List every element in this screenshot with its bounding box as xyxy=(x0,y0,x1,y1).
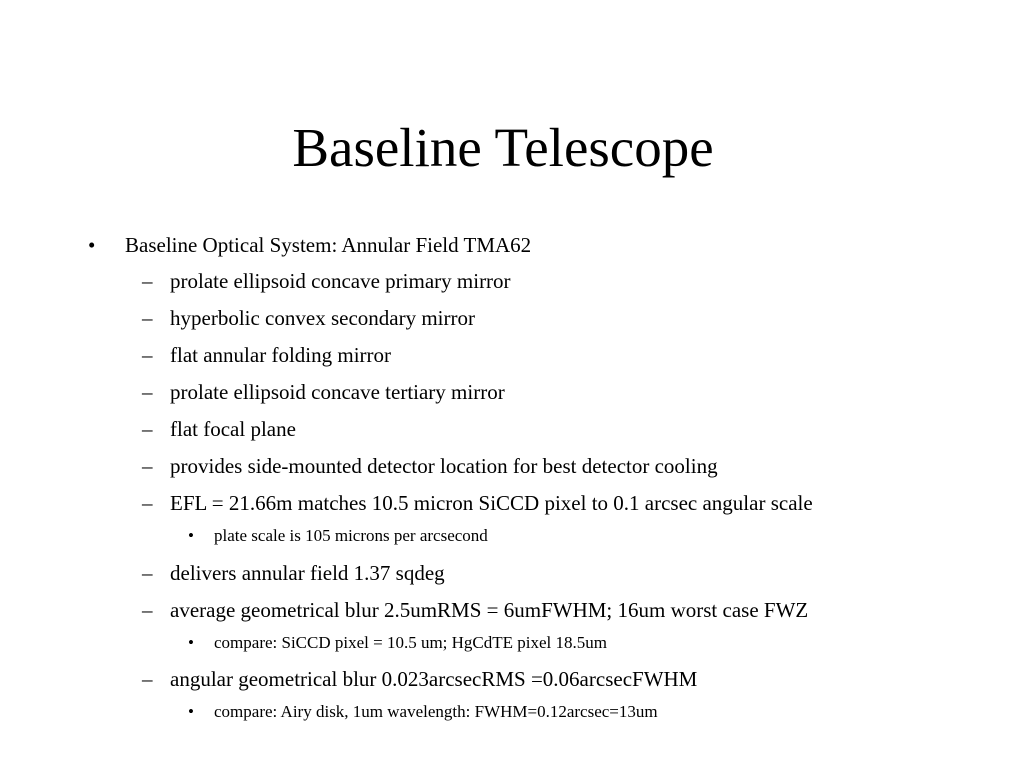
dash-marker: – xyxy=(142,598,153,622)
sub-bullet-line xyxy=(142,379,1002,405)
sub-bullet-text: flat annular folding mirror xyxy=(170,343,392,367)
slide-title: Baseline Telescope xyxy=(292,117,714,178)
sub-bullet-line xyxy=(142,560,1002,586)
bullet-marker: • xyxy=(188,526,194,545)
sub-bullet-text: average geometrical blur 2.5umRMS = 6umFWHM; 16um worst case FWZ xyxy=(170,598,809,622)
bullet-marker: • xyxy=(188,633,194,652)
sub-sub-bullet-text: compare: SiCCD pixel = 10.5 um; HgCdTE pixel 18.5um xyxy=(214,633,608,652)
dash-marker: – xyxy=(142,667,153,691)
sub-bullet-line xyxy=(142,268,1002,294)
sub-sub-bullet-line xyxy=(188,701,988,723)
dash-marker: – xyxy=(142,561,153,585)
dash-marker: – xyxy=(142,380,153,404)
sub-sub-bullet-line xyxy=(188,632,988,654)
sub-bullet-line xyxy=(142,597,1002,623)
sub-bullet-text: hyperbolic convex secondary mirror xyxy=(170,306,475,330)
bullet-marker: • xyxy=(188,702,194,721)
dash-marker: – xyxy=(142,491,153,515)
sub-bullet-line xyxy=(142,342,1002,368)
bullet-marker: • xyxy=(88,233,96,257)
sub-sub-bullet-text: compare: Airy disk, 1um wavelength: FWHM=0.12arcsec=13um xyxy=(214,702,658,721)
dash-marker: – xyxy=(142,269,153,293)
sub-sub-bullet-line xyxy=(188,525,988,547)
dash-marker: – xyxy=(142,306,153,330)
sub-bullet-text: EFL = 21.66m matches 10.5 micron SiCCD pixel to 0.1 arcsec angular scale xyxy=(170,491,813,515)
sub-bullet-line xyxy=(142,416,1002,442)
sub-bullet-line xyxy=(142,666,1002,692)
sub-bullet-text: provides side-mounted detector location for best detector cooling xyxy=(170,454,718,478)
sub-bullet-line xyxy=(142,453,1002,479)
sub-bullet-line xyxy=(142,305,1002,331)
sub-sub-bullet-text: plate scale is 105 microns per arcsecond xyxy=(214,526,488,545)
dash-marker: – xyxy=(142,343,153,367)
dash-marker: – xyxy=(142,454,153,478)
dash-marker: – xyxy=(142,417,153,441)
bullet-line-1 xyxy=(88,232,988,258)
sub-bullet-line xyxy=(142,490,1002,516)
sub-bullet-text: flat focal plane xyxy=(170,417,296,441)
sub-bullet-text: delivers annular field 1.37 sqdeg xyxy=(170,561,445,585)
bullet-text: Baseline Optical System: Annular Field TMA62 xyxy=(125,233,532,257)
sub-bullet-text: prolate ellipsoid concave primary mirror xyxy=(170,269,511,293)
sub-bullet-text: prolate ellipsoid concave tertiary mirror xyxy=(170,380,505,404)
sub-bullet-text: angular geometrical blur 0.023arcsecRMS =0.06arcsecFWHM xyxy=(170,667,698,691)
